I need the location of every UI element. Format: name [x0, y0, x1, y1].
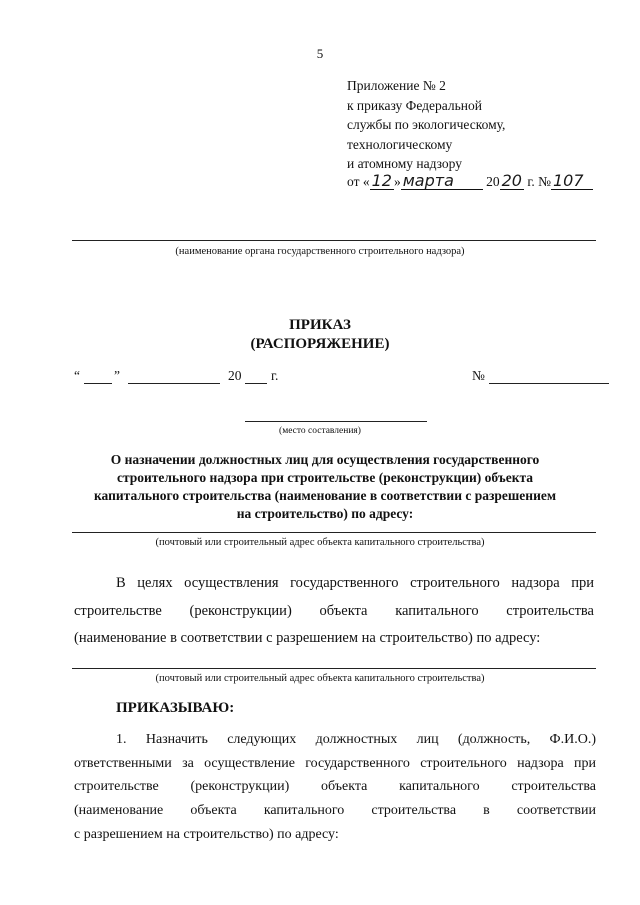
- title-line-1: ПРИКАЗ: [289, 317, 351, 333]
- month-blank-line: [128, 383, 220, 384]
- paragraph-1: [74, 570, 594, 653]
- number-blank-line: [489, 383, 609, 384]
- place-caption: (место составления): [279, 426, 361, 436]
- date-close-quote: ”: [114, 368, 120, 383]
- organ-name-line: [72, 240, 596, 241]
- organ-caption: (наименование органа государственного строительного надзора): [175, 246, 465, 257]
- paragraph-1-line: строительстве (реконструкции) объекта капитального строительства: [74, 602, 594, 619]
- page-number: 5: [316, 46, 324, 61]
- order-heading: [70, 451, 580, 523]
- day-blank-line: [84, 383, 112, 384]
- year-blank-line: [245, 383, 267, 384]
- item-1-line: ответственными за осуществление государственного строительного надзора при: [74, 755, 596, 771]
- appendix-block: [347, 76, 505, 174]
- appendix-date-line: [347, 172, 593, 190]
- number-sign: №: [472, 368, 485, 383]
- appendix-line: службы по экологическому,: [347, 117, 506, 132]
- date-open-quote: “: [74, 368, 80, 383]
- handwritten-year: 20: [501, 171, 522, 190]
- heading-line: О назначении должностных лиц для осуществления государственного: [110, 452, 540, 467]
- appendix-line: и атомному надзору: [347, 156, 462, 171]
- handwritten-month: марта: [401, 172, 483, 190]
- appendix-line: технологическому: [347, 136, 453, 152]
- place-line: [245, 421, 427, 422]
- heading-line: капитального строительства (наименование в соответствии с разрешением: [93, 488, 557, 503]
- paragraph-1-line: В целях осуществления государственного строительного надзора при: [116, 575, 594, 591]
- year-prefix: 20: [486, 174, 500, 189]
- address-line-2: [72, 668, 596, 669]
- heading-line: на строительство) по адресу:: [236, 506, 414, 521]
- appendix-line: Приложение № 2: [347, 78, 446, 93]
- item-1-line: 1. Назначить следующих должностных лиц (должность, Ф.И.О.): [116, 732, 596, 747]
- address-line-1: [72, 532, 596, 533]
- title-line-2: (РАСПОРЯЖЕНИЕ): [250, 336, 390, 352]
- address-caption-1: (почтовый или строительный адрес объекта капитального строительства): [155, 537, 485, 548]
- heading-line: строительного надзора при строительстве (реконструкции) объекта: [116, 470, 534, 485]
- order-word: ПРИКАЗЫВАЮ:: [116, 700, 235, 716]
- handwritten-number: 107: [551, 172, 593, 190]
- item-1-line: (наименование объекта капитального строительства в соответствии: [74, 803, 596, 819]
- handwritten-day: 12: [371, 171, 392, 190]
- year-suffix-label: г.: [271, 368, 279, 383]
- date-prefix: от «: [347, 174, 370, 189]
- item-1-line: с разрешением на строительство) по адресу:: [74, 826, 339, 842]
- item-1: [74, 728, 596, 847]
- item-1-line: строительстве (реконструкции) объекта капитального строительства: [74, 779, 596, 795]
- date-mid: »: [393, 174, 401, 189]
- year-prefix-label: 20: [228, 368, 242, 383]
- address-caption-2: (почтовый или строительный адрес объекта капитального строительства): [155, 673, 485, 684]
- appendix-line: к приказу Федеральной: [347, 97, 482, 113]
- year-suffix: г. №: [523, 174, 551, 189]
- paragraph-1-line: (наименование в соответствии с разрешением на строительство) по адресу:: [74, 630, 541, 646]
